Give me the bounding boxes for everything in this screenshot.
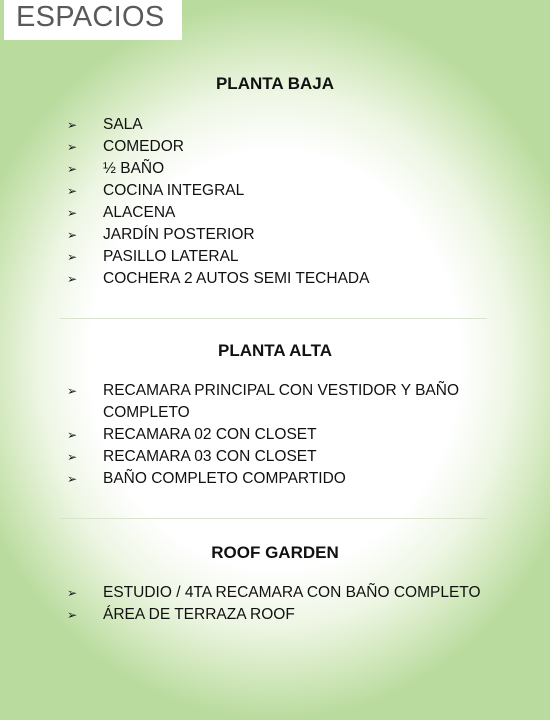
arrow-right-icon: ➢ (67, 184, 78, 198)
section-divider (60, 518, 487, 519)
room-list (0, 380, 550, 490)
arrow-right-icon: ➢ (67, 384, 78, 398)
list-item (0, 224, 550, 246)
list-item-label: RECAMARA 02 CON CLOSET (103, 426, 317, 443)
list-item-label: RECAMARA 03 CON CLOSET (103, 448, 317, 465)
arrow-right-icon: ➢ (67, 228, 78, 242)
arrow-right-icon: ➢ (67, 140, 78, 154)
section-planta-alta (0, 341, 550, 490)
list-item (0, 180, 550, 202)
list-item-label: ½ BAÑO (103, 160, 165, 177)
arrow-right-icon: ➢ (67, 450, 78, 464)
list-item (0, 246, 550, 268)
arrow-right-icon: ➢ (67, 586, 78, 600)
list-item (0, 136, 550, 158)
list-item-label: ALACENA (103, 204, 176, 221)
arrow-right-icon: ➢ (67, 272, 78, 286)
list-item (0, 424, 550, 446)
list-item-label: ESTUDIO / 4TA RECAMARA CON BAÑO COMPLETO (103, 584, 481, 601)
list-item (0, 604, 550, 626)
arrow-right-icon: ➢ (67, 250, 78, 264)
list-item (0, 446, 550, 468)
page-title: ESPACIOS (16, 1, 165, 33)
room-list (0, 582, 550, 626)
list-item (0, 158, 550, 180)
list-item (0, 468, 550, 490)
list-item-label: BAÑO COMPLETO COMPARTIDO (103, 470, 346, 487)
section-roof-garden (0, 543, 550, 626)
arrow-right-icon: ➢ (67, 608, 78, 622)
arrow-right-icon: ➢ (67, 206, 78, 220)
list-item (0, 202, 550, 224)
list-item-label: RECAMARA PRINCIPAL CON VESTIDOR Y BAÑO COMPLETO (103, 382, 460, 421)
arrow-right-icon: ➢ (67, 118, 78, 132)
room-list (0, 114, 550, 290)
list-item (0, 582, 550, 604)
list-item-label: PASILLO LATERAL (103, 248, 239, 265)
list-item (0, 268, 550, 290)
arrow-right-icon: ➢ (67, 428, 78, 442)
arrow-right-icon: ➢ (67, 472, 78, 486)
list-item-label: COMEDOR (103, 138, 184, 155)
section-heading: PLANTA ALTA (218, 341, 332, 360)
list-item (0, 114, 550, 136)
arrow-right-icon: ➢ (67, 162, 78, 176)
list-item-label: SALA (103, 116, 143, 133)
list-item-label: ÁREA DE TERRAZA ROOF (103, 606, 295, 623)
list-item-label: JARDÍN POSTERIOR (103, 226, 255, 243)
list-item-label: COCHERA 2 AUTOS SEMI TECHADA (103, 270, 370, 287)
section-planta-baja (0, 74, 550, 290)
title-tab (4, 0, 182, 40)
section-heading: PLANTA BAJA (215, 74, 335, 93)
section-heading: ROOF GARDEN (211, 543, 339, 562)
list-item (0, 380, 550, 424)
section-divider (60, 318, 487, 319)
list-item-label: COCINA INTEGRAL (103, 182, 245, 199)
